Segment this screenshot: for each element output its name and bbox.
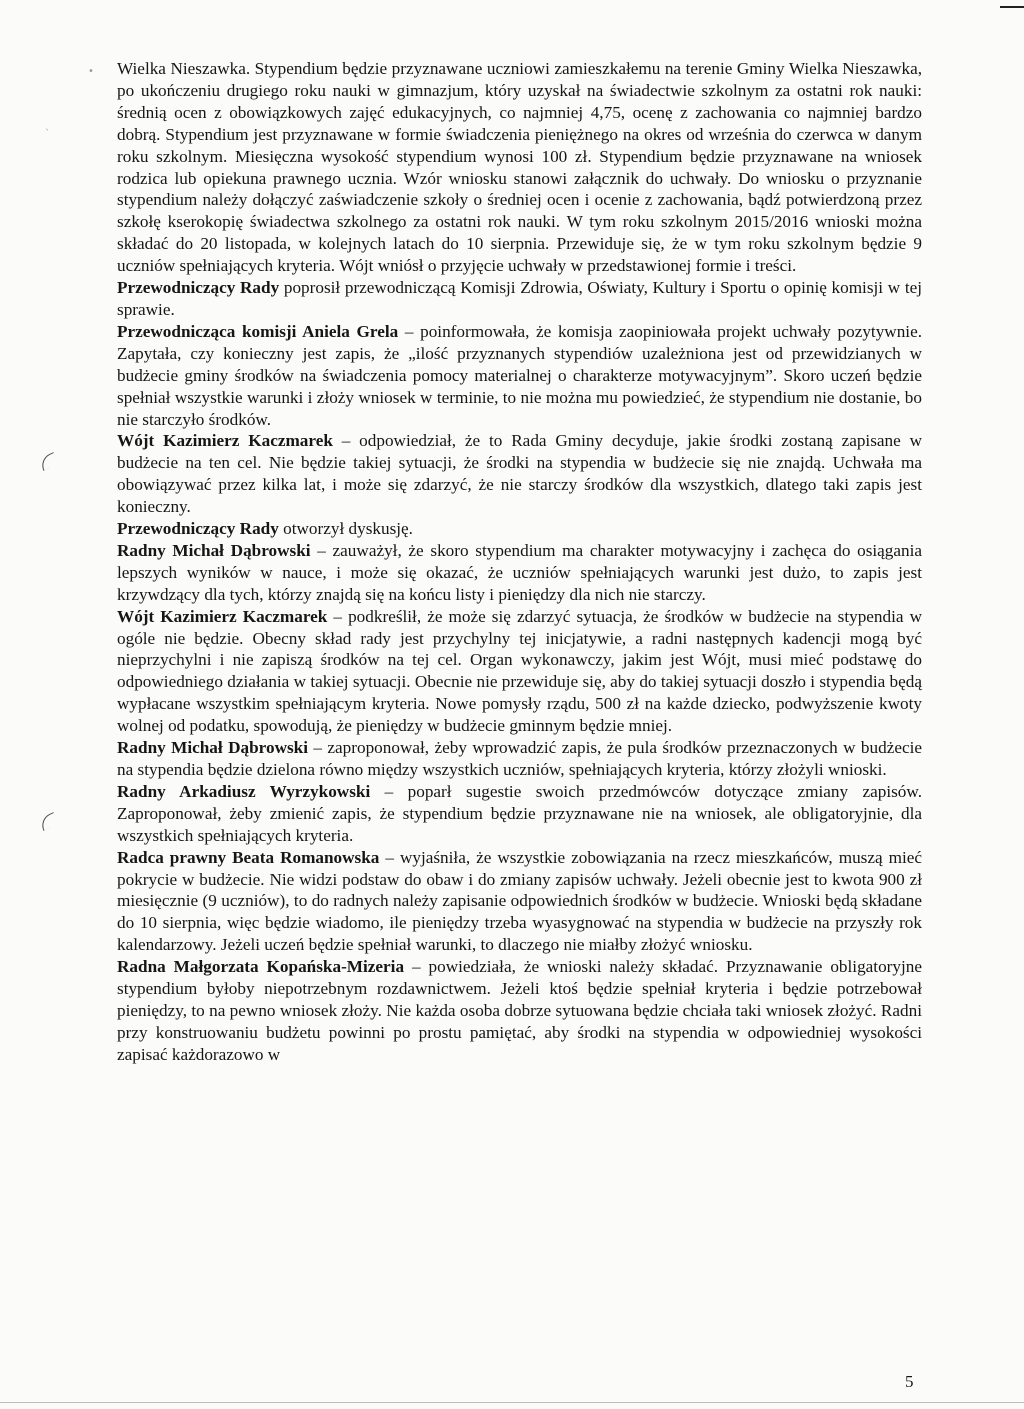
speaker-name: Przewodnicząca komisji Aniela Grela <box>117 321 399 341</box>
paragraph <box>117 737 922 781</box>
paragraph <box>117 58 922 277</box>
speaker-name: Radna Małgorzata Kopańska-Mizeria <box>117 957 405 977</box>
paragraph-text: – zaproponował, żeby wprowadzić zapis, że pula środków przeznaczonych w budżecie na stypendia będzie dzielona równo między wszystkich uczniów, spełniających kryteria, którzy złożyli wnioski. <box>117 738 922 779</box>
paragraph <box>117 781 922 847</box>
paragraph <box>117 540 922 606</box>
speaker-name: Radny Michał Dąbrowski <box>117 540 311 560</box>
page-number: 5 <box>905 1372 914 1391</box>
punch-hole-mark <box>38 812 59 831</box>
paragraph-text: – wyjaśniła, że wszystkie zobowiązania na rzecz mieszkańców, muszą mieć pokrycie w budżecie. Nie widzi podstaw do obaw i do zmiany zapisów uchwały. Jeżeli obecnie jest to kwota 900 zł miesięcznie (9 uczniów), to do radnych należy zapisanie odpowiednich środków w budżecie. Wnioski będą składane do 10 sierpnia, więc będzie wiadomo, ile pieniędzy trzeba wyasygnować na stypendia w budżecie na przyszły rok kalendarzowy. Jeżeli uczeń będzie spełniał warunki, to dlaczego nie miałby złożyć wniosku. <box>117 847 922 955</box>
paragraph-text: – podkreślił, że może się zdarzyć sytuacja, że środków w budżecie na stypendia w ogóle nie będzie. Obecny skład rady jest przychylny tej inicjatywie, a radni następnych kadencji mogą być nieprzychylni i nie zapiszą środków na tej cel. Organ wykonawczy, jakim jest Wójt, musi mieć podstawę do odpowiedniego działania w takiej sytuacji. Obecnie nie przewiduje się, aby do takiej sytuacji doszło i stypendia będą wypłacane wszystkim spełniającym kryteria. Nowe pomysły rządu, 500 zł na każde dziecko, podwyższenie kwoty wolnej od podatku, spowodują, że pieniędzy w budżecie gminnym będzie mniej. <box>117 606 922 736</box>
margin-dot: • <box>88 66 94 77</box>
speaker-name: Przewodniczący Rady <box>117 278 280 298</box>
paragraph <box>117 430 922 518</box>
paragraph <box>117 956 922 1066</box>
speaker-name: Przewodniczący Rady <box>117 519 279 539</box>
paragraph <box>117 847 922 957</box>
speaker-name: Wójt Kazimierz Kaczmarek <box>117 431 333 451</box>
paragraph-text: poprosił przewodniczącą Komisji Zdrowia, Oświaty, Kultury i Sportu o opinię komisji w tej sprawie. <box>117 278 922 319</box>
paragraph <box>117 606 922 737</box>
speaker-name: Wójt Kazimierz Kaczmarek <box>117 606 328 626</box>
paragraph-text: – powiedziała, że wnioski należy składać. Przyznawanie obligatoryjne stypendium byłoby niepotrzebnym rozdawnictwem. Jeżeli ktoś będzie spełniał kryteria i będzie potrzebował pieniędzy, to na pewno wniosek złoży. Nie każda osoba dobrze sytuowana będzie chciała taki wniosek złożyć. Radni przy konstruowaniu budżetu powinni po prostu pamiętać, aby środki na stypendia w odpowiedniej wysokości zapisać każdorazowo w <box>117 957 922 1064</box>
paragraph-text: otworzył dyskusję. <box>278 519 413 539</box>
document-body <box>117 58 922 1066</box>
speaker-name: Radny Arkadiusz Wyrzykowski <box>117 781 371 801</box>
punch-hole-mark <box>38 452 59 471</box>
margin-tick: ˎ <box>45 120 50 131</box>
paragraph-text: – poinformowała, że komisja zaopiniowała projekt uchwały pozytywnie. Zapytała, czy konieczny jest zapis, że „ilość przyznanych stypendiów uzależniona jest od przewidzianych w budżecie gminy środków na świadczenia pomocy materialnej o charakterze motywacyjnym”. Skoro uczeń będzie spełniał wszystkie warunki i złoży wniosek w terminie, to nie można mu powiedzieć, że stypendium nie dostanie, bo nie starczyło środków. <box>117 321 922 429</box>
speaker-name: Radny Michał Dąbrowski <box>117 738 308 758</box>
paragraph-text: – zauważył, że skoro stypendium ma charakter motywacyjny i zachęca do osiągania lepszych wyników w nauce, i może się okazać, że uczniów spełniających warunki jest dużo, to zapis jest krzywdzący dla tych, którzy znajdą się na końcu listy i pieniędzy dla nich nie starczy. <box>117 540 923 604</box>
paragraph-text: Wielka Nieszawka. Stypendium będzie przyznawane uczniowi zamieszkałemu na terenie Gminy Wielka Nieszawka, po ukończeniu drugiego roku nauki w gimnazjum, który uzyskał na świadectwie szkolnym za ostatni rok nauki: średnią ocen z obowiązkowych zajęć edukacyjnych, co najmniej 4,75, ocenę z zachowania co najmniej bardzo dobrą. Stypendium jest przyznawane w formie świadczenia pieniężnego na okres od września do czerwca w danym roku szkolnym. Miesięczna wysokość stypendium wynosi 100 zł. Stypendium będzie przyznawane na wniosek rodzica lub opiekuna prawnego ucznia. Wzór wniosku stanowi załącznik do uchwały. Do wniosku o przyznanie stypendium należy dołączyć zaświadczenie szkoły o średniej ocen i ocenie z zachowania, bądź potwierdzoną przez szkołę kserokopię świadectwa szkolnego za ostatni rok nauki. W tym roku szkolnym 2015/2016 wnioski można składać do 20 listopada, w kolejnych latach do 10 sierpnia. Przewiduje się, że w tym roku szkolnym będzie 9 uczniów spełniających kryteria. Wójt wniósł o przyjęcie uchwały w przedstawionej formie i treści. <box>117 59 922 276</box>
scan-edge-line <box>1000 6 1024 8</box>
paragraph <box>117 321 922 431</box>
scan-bottom-edge <box>0 1402 1024 1403</box>
paragraph <box>117 518 922 540</box>
speaker-name: Radca prawny Beata Romanowska <box>117 847 380 867</box>
paragraph <box>117 277 922 321</box>
paragraph-text: – odpowiedział, że to Rada Gminy decyduje, jakie środki zostaną zapisane w budżecie na ten cel. Nie będzie takiej sytuacji, że środki na stypendia w budżecie się nie znajdą. Uchwała ma obowiązywać przez kilka lat, i może się zdarzyć, że nie starczy środków dla wszystkich, dlatego taki zapis jest konieczny. <box>117 431 922 517</box>
paragraph-text: – poparł sugestie swoich przedmówców dotyczące zmiany zapisów. Zaproponował, żeby zmienić zapis, że stypendium będzie przyznawane nie na wniosek, ale obligatoryjnie, dla wszystkich spełniających kryteria. <box>117 781 922 845</box>
